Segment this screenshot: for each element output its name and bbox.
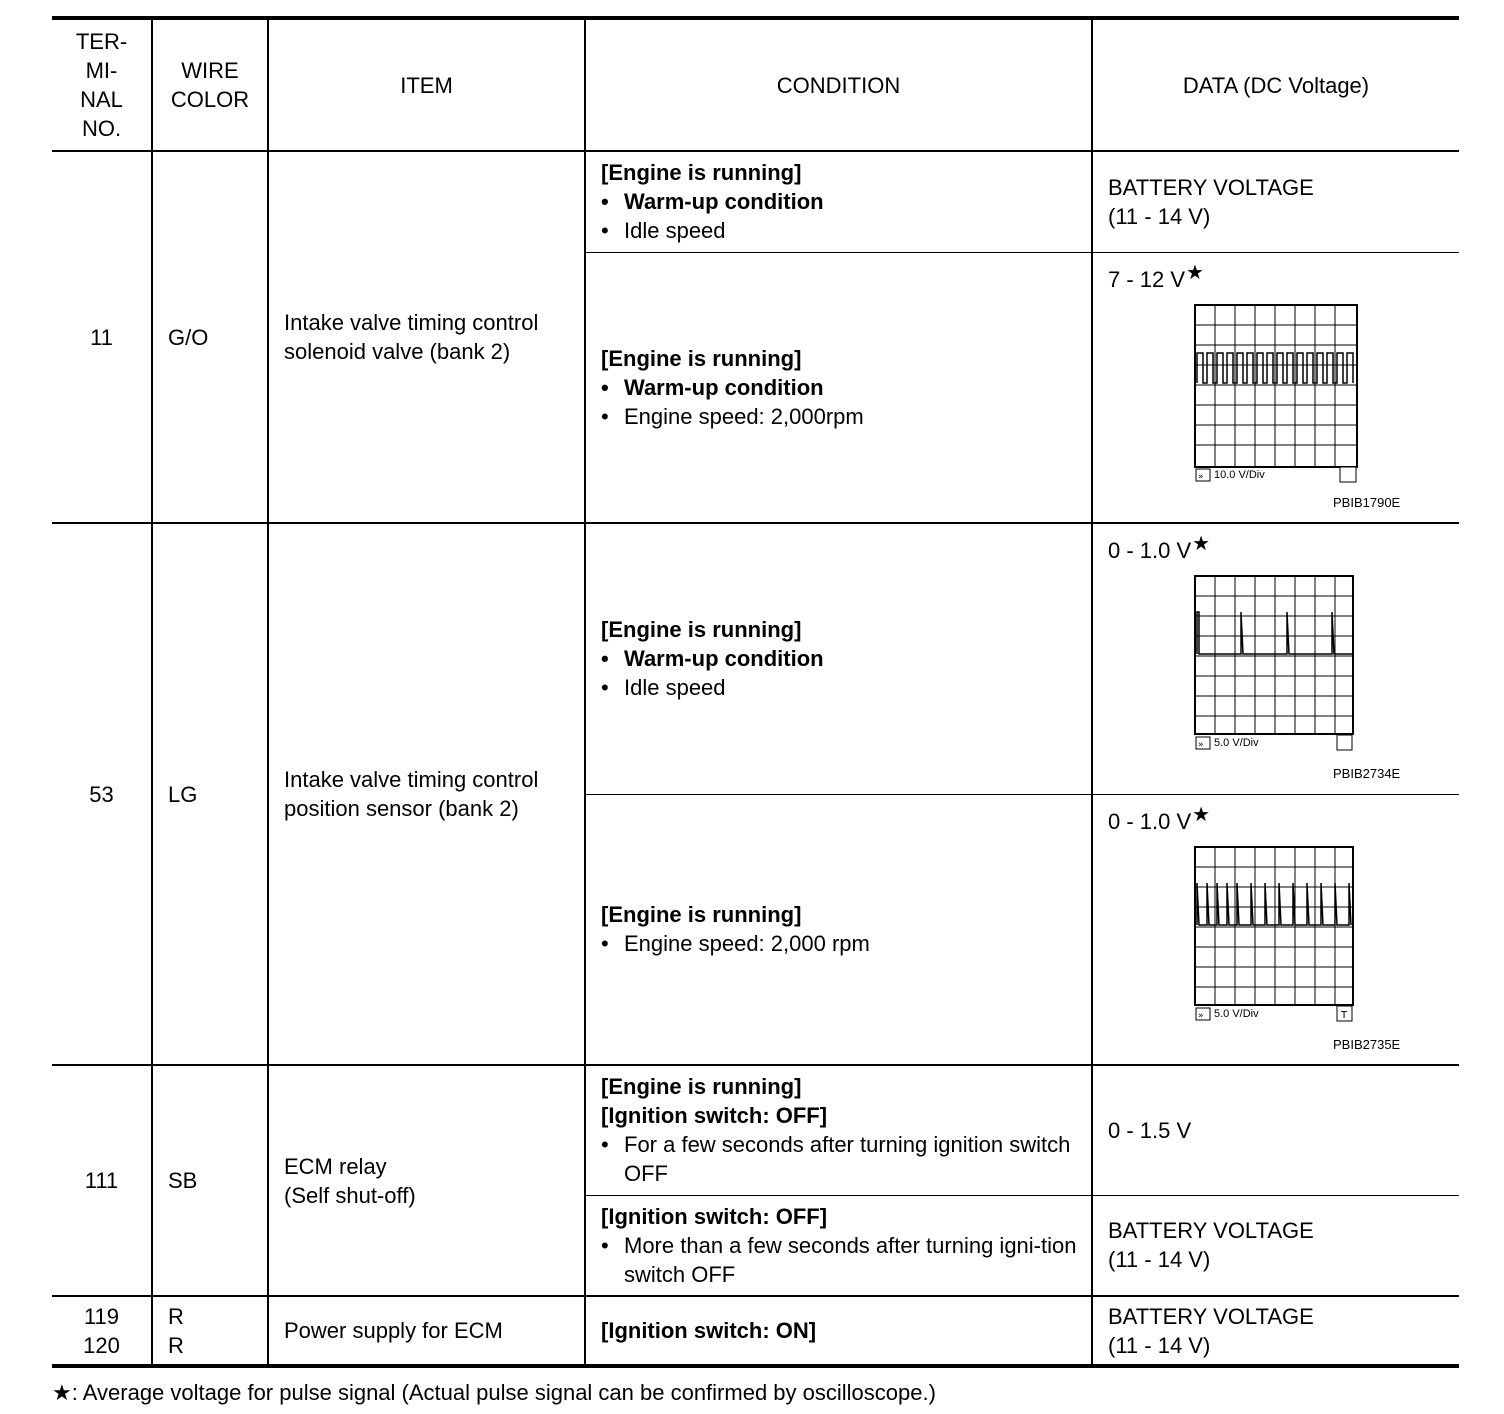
condition: [Engine is running] [Ignition switch: OFF] • For a few seconds after turning ignition switch OFF xyxy=(585,1065,1092,1195)
figure-code: PBIB2735E xyxy=(1333,1036,1401,1052)
figure-code: PBIB2734E xyxy=(1333,766,1401,781)
condition: [Ignition switch: ON] xyxy=(585,1296,1092,1366)
condition: [Ignition switch: OFF] • More than a few seconds after turning igni-tion switch OFF xyxy=(585,1195,1092,1296)
data-value: 0 - 1.5 V xyxy=(1092,1065,1459,1195)
item: ECM relay (Self shut-off) xyxy=(268,1065,585,1296)
terminal-no: 111 xyxy=(52,1065,152,1296)
terminal-no: 53 xyxy=(52,523,152,1065)
figure-code: PBIB1790E xyxy=(1333,494,1401,510)
data-value: BATTERY VOLTAGE (11 - 14 V) xyxy=(1092,151,1459,252)
star-icon: ★ xyxy=(1192,803,1211,826)
star-icon: ★ xyxy=(52,1380,72,1405)
wire-color: LG xyxy=(152,523,268,1065)
condition: [Engine is running] • Warm-up condition • Idle speed xyxy=(585,523,1092,794)
scope-scale: 10.0 V/Div xyxy=(1214,468,1265,481)
wire-color: R R xyxy=(152,1296,268,1366)
scope-trigger-label: T xyxy=(1341,1009,1348,1021)
condition: [Engine is running] • Engine speed: 2,000 rpm xyxy=(585,794,1092,1065)
oscilloscope-waveform xyxy=(1193,845,1363,1027)
scope-arrow-icon: » xyxy=(1198,1010,1204,1021)
oscilloscope-waveform xyxy=(1193,303,1363,485)
table-row xyxy=(52,523,1459,794)
data-value: 7 - 12 V★ » 10.0 V/Div PBIB1790E xyxy=(1092,252,1459,523)
header-row xyxy=(52,18,1459,151)
terminal-no: 119 120 xyxy=(83,1303,120,1358)
star-icon: ★ xyxy=(1186,261,1204,284)
table-row xyxy=(52,151,1459,252)
scope-arrow-icon: » xyxy=(1198,471,1204,482)
scope-scale: 5.0 V/Div xyxy=(1214,737,1259,749)
footnote: ★: Average voltage for pulse signal (Actual pulse signal can be confirmed by oscilloscope.) xyxy=(52,1380,936,1405)
header-terminal: TER- MI- NAL NO. xyxy=(75,29,128,141)
data-value: BATTERY VOLTAGE (11 - 14 V) xyxy=(1092,1296,1459,1366)
header-item: ITEM xyxy=(268,18,585,151)
oscilloscope-waveform xyxy=(1193,574,1363,756)
wire-color: SB xyxy=(152,1065,268,1296)
scope-arrow-icon: » xyxy=(1198,740,1204,750)
header-data: DATA (DC Voltage) xyxy=(1092,18,1459,151)
data-value: BATTERY VOLTAGE (11 - 14 V) xyxy=(1092,1195,1459,1296)
data-value: 0 - 1.0 V★ » T 5.0 V/Div PBIB2735E xyxy=(1092,794,1459,1065)
data-value: 0 - 1.0 V★ » 5.0 V/Div PBIB2734E xyxy=(1092,523,1459,794)
item: Intake valve timing control position sensor (bank 2) xyxy=(268,523,585,1065)
item: Intake valve timing control solenoid valve (bank 2) xyxy=(268,151,585,523)
star-icon: ★ xyxy=(1192,533,1211,555)
condition: [Engine is running] • Warm-up condition • Engine speed: 2,000rpm xyxy=(585,252,1092,523)
wire-color: G/O xyxy=(152,151,268,523)
header-condition: CONDITION xyxy=(585,18,1092,151)
condition: [Engine is running] • Warm-up condition • Idle speed xyxy=(585,151,1092,252)
terminal-table xyxy=(52,16,1459,1368)
item: Power supply for ECM xyxy=(268,1296,585,1366)
header-wire-color: WIRE COLOR xyxy=(152,18,268,151)
scope-scale: 5.0 V/Div xyxy=(1214,1007,1259,1020)
table-row xyxy=(52,1296,1459,1366)
terminal-no: 11 xyxy=(52,151,152,523)
table-row xyxy=(52,1065,1459,1195)
